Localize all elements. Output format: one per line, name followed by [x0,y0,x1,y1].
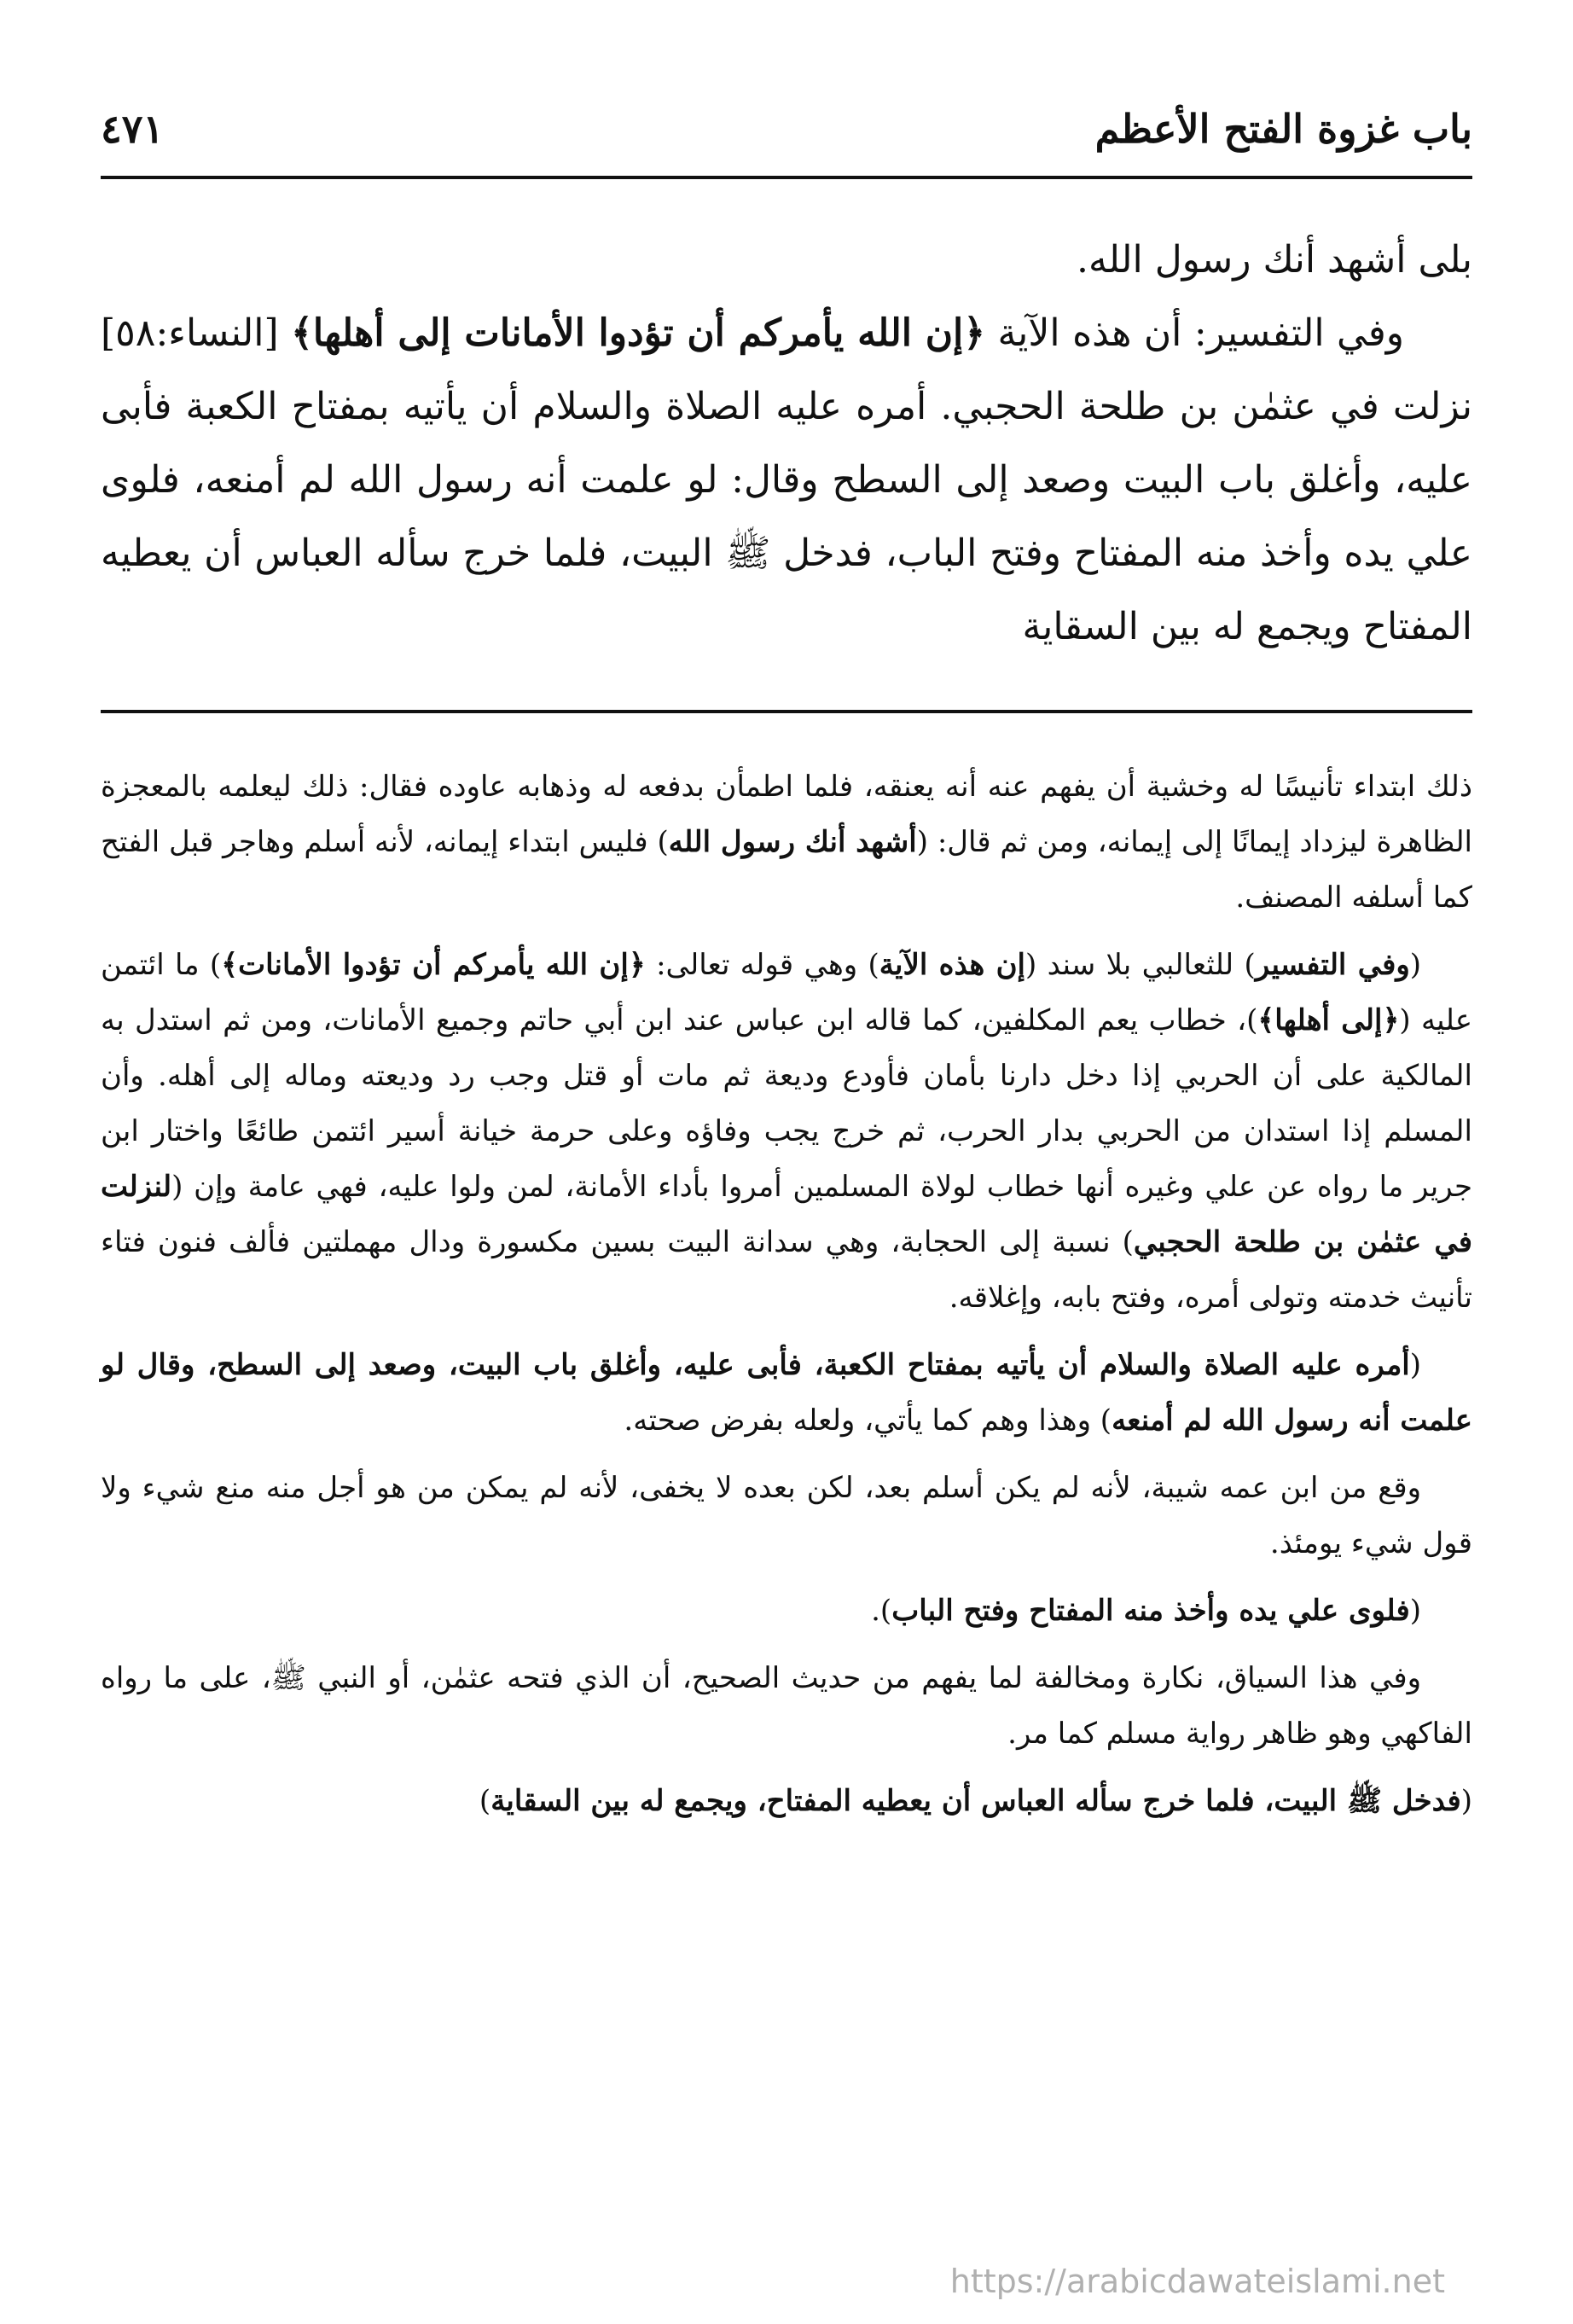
watermark-url: https://arabicdawateislami.net [949,2263,1445,2300]
commentary-segment: ) وهي قوله تعالى: [645,948,879,982]
commentary-paragraph-3 [101,1338,1472,1449]
commentary-text [101,759,1472,1829]
commentary-segment: ذلك ابتداء تأنيسًا له وخشية أن يفهم عنه أنه يعنقه، فلما اطمأن بدفعه له وذهابه عاوده فقال: ذلك ليعلمه بالمعجزة الظاهرة ليزداد إيمانًا إلى إيمانه، ومن ثم قال: ( [101,770,1472,859]
main-paragraph-2 [101,297,1472,664]
main-text-segment: [النساء:٥٨] نزلت في عثمٰن بن طلحة الحجبي. أمره عليه الصلاة والسلام أن يأتيه بمفتاح الكعبة فأبى عليه، وأغلق باب البيت وصعد إلى السطح وقال: لو علمت أنه رسول الله لم أمنعه، فلوى علي يده وأخذ منه المفتاح وفتح الباب، فدخل ﷺ البيت، فلما خرج سأله العباس أن يعطيه المفتاح ويجمع له بين السقاية [101,311,1473,648]
commentary-quote: فدخل ﷺ البيت، فلما خرج سأله العباس أن يعطيه المفتاح، ويجمع له بين السقاية [490,1784,1461,1818]
commentary-quote: لنزلت في عثمٰن بن طلحة الحجبي [101,1170,1472,1259]
main-text-segment: وفي التفسير: أن هذه الآية [985,311,1405,355]
quran-verse: ﴿إلى أهلها﴾ [1257,1003,1400,1037]
commentary-paragraph-2 [101,938,1472,1326]
chapter-title: باب غزوة الفتح الأعظم [1094,106,1472,152]
commentary-paragraph-1 [101,759,1472,926]
commentary-segment: )، خطاب يعم المكلفين، كما قاله ابن عباس عند ابن أبي حاتم وجميع الأمانات، ومن ثم استدل به المالكية على أن الحربي إذا دخل دارنا بأمان فأودع وديعة ثم مات أو قتل وجب رد وديعته وماله إلى أهله. وأن المسلم إذا استدان من الحربي بدار الحرب، ثم خرج يجب وفاؤه وعلى حرمة خيانة أسير ائتمن طائعًا واختار ابن جرير ما رواه عن علي وغيره أنها خطاب لولاة المسلمين أمروا بأداء الأمانة، لمن ولوا عليه، فهي عامة وإن ( [101,1003,1472,1204]
commentary-segment: ) [479,1784,491,1818]
quran-verse: ﴿إن الله يأمركم أن تؤدوا الأمانات إلى أهلها﴾ [291,311,986,355]
commentary-quote: إن هذه الآية [879,948,1026,982]
commentary-paragraph-6: وفي هذا السياق، نكارة ومخالفة لما يفهم من حديث الصحيح، أن الذي فتحه عثمٰن، أو النبي ﷺ، على ما رواه الفاكهي وهو ظاهر رواية مسلم كما مر. [101,1661,1472,1751]
commentary-rule [101,710,1472,713]
commentary-segment: ( [1409,1348,1421,1382]
page-number: ٤٧١ [101,106,165,152]
commentary-segment: ). [871,1594,892,1628]
commentary-paragraph-7 [101,1774,1472,1829]
commentary-segment: ( [1460,1784,1472,1818]
commentary-segment: ( [1409,948,1422,982]
commentary-segment: ) وهذا وهم كما يأتي، ولعله بفرض صحته. [624,1403,1112,1438]
quran-verse: ﴿إن الله يأمركم أن تؤدوا الأمانات﴾ [221,948,646,982]
commentary-quote: فلوى علي يده وأخذ منه المفتاح وفتح الباب [891,1594,1410,1628]
main-line-1: بلى أشهد أنك رسول الله. [1076,238,1472,282]
commentary-quote: أمره عليه الصلاة والسلام أن يأتيه بمفتاح الكعبة، فأبى عليه، وأغلق باب البيت، وصعد إلى السطح، وقال لو علمت أنه رسول الله لم أمنعه [101,1348,1472,1438]
page-header [101,101,1472,169]
commentary-segment: ( [1409,1594,1421,1628]
commentary-segment: ) ما ائتمن عليه ( [101,948,1472,1037]
commentary-quote: أشهد أنك رسول الله [668,825,917,859]
commentary-paragraph-5 [101,1583,1472,1639]
commentary-segment: ) للثعالبي بلا سند ( [1025,948,1256,982]
main-text [101,224,1472,664]
commentary-segment: ) فليس ابتداء إيمانه، لأنه أسلم وهاجر قبل الفتح كما أسلفه المصنف. [101,825,1472,915]
commentary-quote: وفي التفسير [1255,948,1410,982]
header-rule [101,176,1472,179]
commentary-paragraph-4: وقع من ابن عمه شيبة، لأنه لم يكن أسلم بعد، لكن بعده لا يخفى، لأنه لم يمكن من هو أجل منه منع شيء ولا قول شيء يومئذ. [101,1471,1472,1560]
commentary-segment: ) نسبة إلى الحجابة، وهي سدانة البيت بسين مكسورة ودال مهملتين فألف فنون فتاء تأنيث خدمته وتولى أمره، وفتح بابه، وإغلاقه. [101,1225,1472,1315]
